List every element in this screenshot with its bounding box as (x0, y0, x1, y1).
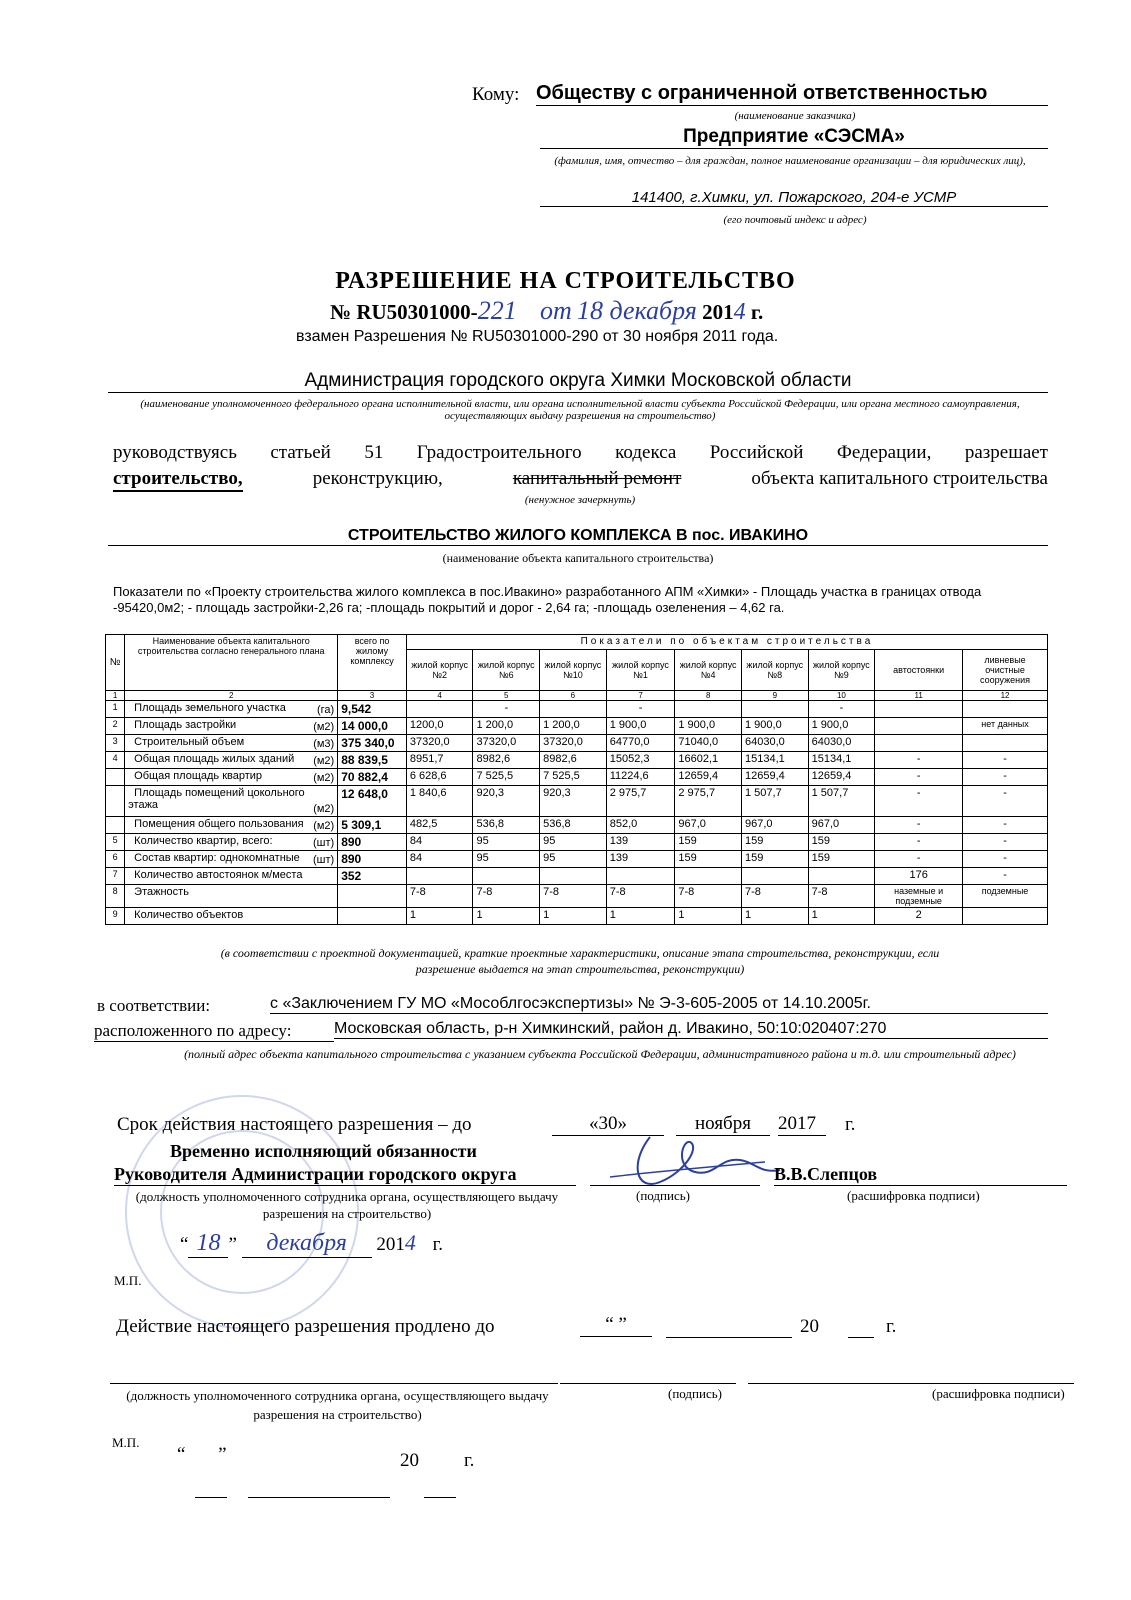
permit-year: 201 (702, 300, 734, 324)
word-reconstruction: реконструкцию, (312, 468, 443, 489)
object-name: СТРОИТЕЛЬСТВО ЖИЛОГО КОМПЛЕКСА В пос. ИВАКИНО (108, 527, 1048, 546)
row-value: 967,0 (741, 817, 808, 834)
extension-label: Действие настоящего разрешения продлено до (116, 1316, 495, 1337)
sign-date-year-hw: 4 (404, 1230, 416, 1255)
row-number: 1 (106, 701, 125, 718)
word-capital-repair: капитальный ремонт (512, 468, 682, 489)
row-value: 139 (606, 834, 675, 851)
column-header: жилой корпус №9 (808, 650, 875, 691)
row-value (675, 868, 742, 885)
table-row (106, 868, 1048, 885)
row-value (963, 735, 1048, 752)
validity-day: «30» (552, 1113, 664, 1136)
row-value: 139 (606, 851, 675, 868)
row-unit: (м2) (313, 820, 335, 832)
row-unit: (м2) (313, 772, 335, 784)
extension-stamp-place-label: М.П. (112, 1435, 140, 1450)
signer-caption-name: (расшифровка подписи) (847, 1188, 980, 1203)
permit-year-g: г. (750, 300, 764, 324)
row-value: 15052,3 (606, 752, 675, 769)
row-name: Этажность (134, 886, 189, 898)
row-value: - (606, 701, 675, 718)
table-header-row (106, 635, 1048, 650)
row-name: Строительный объем (134, 736, 245, 748)
row-value: 1 200,0 (540, 718, 607, 735)
extension-year-20: 20 (800, 1316, 819, 1337)
row-value: 12659,4 (741, 769, 808, 786)
row-name-cell (125, 885, 338, 908)
row-value: 8951,7 (406, 752, 473, 769)
signer-name: В.В.Слепцов (774, 1164, 1067, 1186)
row-total (338, 908, 407, 925)
row-number: 3 (106, 735, 125, 752)
row-value: 15134,1 (808, 752, 875, 769)
row-value: 967,0 (675, 817, 742, 834)
permit-year-handwritten: 4 (733, 299, 746, 325)
row-name-cell (125, 769, 338, 786)
row-value: 159 (675, 851, 742, 868)
row-value: 7 525,5 (540, 769, 607, 786)
row-value: - (875, 786, 963, 817)
authority-name: Администрация городского округа Химки Московской области (108, 370, 1048, 393)
column-number: 10 (808, 691, 875, 701)
header-total: всего по жилому комплексу (338, 635, 407, 691)
column-header: жилой корпус №2 (406, 650, 473, 691)
row-value (406, 868, 473, 885)
row-value: 8982,6 (473, 752, 540, 769)
row-unit: (м2) (313, 755, 335, 767)
strike-caption: (ненужное зачеркнуть) (524, 494, 636, 506)
recipient-address: 141400, г.Химки, ул. Пожарского, 204-е УСМР (540, 189, 1048, 207)
sign-date-q2: ” (228, 1234, 237, 1255)
row-value: 1 900,0 (606, 718, 675, 735)
extension-date-quotes: “ ” (177, 1444, 227, 1465)
stamp-place-label: М.П. (114, 1273, 142, 1288)
row-name: Количество квартир, всего: (134, 835, 273, 847)
row-value: 1 (540, 908, 607, 925)
row-value (675, 701, 742, 718)
row-name: Количество автостоянок м/места (134, 869, 303, 881)
row-total: 70 882,4 (338, 769, 407, 786)
table-row (106, 735, 1048, 752)
extension-date-g: г. (464, 1450, 475, 1471)
recipient-caption-2: (фамилия, имя, отчество – для граждан, полное наименование организации – для юридических лиц), (554, 155, 1026, 167)
row-value: 95 (540, 834, 607, 851)
row-value: 37320,0 (540, 735, 607, 752)
row-value: 1 840,6 (406, 786, 473, 817)
row-value (963, 701, 1048, 718)
row-value: 1 507,7 (808, 786, 875, 817)
column-number: 5 (473, 691, 540, 701)
recipient-caption-1: (наименование заказчика) (734, 110, 856, 122)
row-value (473, 868, 540, 885)
table-row (106, 817, 1048, 834)
row-number (106, 786, 125, 817)
validity-g: г. (845, 1114, 856, 1135)
row-value: 37320,0 (406, 735, 473, 752)
row-value: 7 525,5 (473, 769, 540, 786)
row-unit: (м2) (313, 803, 335, 815)
row-name-cell (125, 786, 338, 817)
row-value: 536,8 (473, 817, 540, 834)
row-value: 176 (875, 868, 963, 885)
row-value: - (963, 851, 1048, 868)
row-value (540, 868, 607, 885)
column-header: жилой корпус №6 (473, 650, 540, 691)
row-value: подземные (963, 885, 1048, 908)
row-value: 852,0 (606, 817, 675, 834)
row-name-cell (125, 851, 338, 868)
row-value: 2 975,7 (606, 786, 675, 817)
row-value: 15134,1 (741, 752, 808, 769)
table-row (106, 908, 1048, 925)
row-value: 920,3 (473, 786, 540, 817)
validity-month: ноября (676, 1113, 770, 1136)
sign-date (180, 1230, 443, 1258)
row-value (875, 718, 963, 735)
word-construction: строительство, (113, 468, 243, 492)
table-row (106, 769, 1048, 786)
row-name-cell (125, 834, 338, 851)
location-caption: (полный адрес объекта капитального строительства с указанием субъекта Российской Федерации, административного района и т.д. или строительный адрес) (184, 1047, 1016, 1061)
column-number: 4 (406, 691, 473, 701)
row-total: 890 (338, 834, 407, 851)
row-value: 1200,0 (406, 718, 473, 735)
row-name-cell (125, 718, 338, 735)
row-value: 159 (808, 851, 875, 868)
row-number: 2 (106, 718, 125, 735)
indicators-table (105, 634, 1048, 925)
column-header: жилой корпус №10 (540, 650, 607, 691)
authority-caption: (наименование уполномоченного федерального органа исполнительной власти, или органа исполнительной власти субъекта Российской Федерации, или органа местного самоуправления, осуществляющих выдачу разрешения на строительство) (140, 398, 1020, 422)
row-number: 4 (106, 752, 125, 769)
row-value: - (963, 786, 1048, 817)
validity-year: 2017 (778, 1113, 826, 1136)
signature-icon (590, 1122, 790, 1202)
row-number: 7 (106, 868, 125, 885)
extension-date-line-3 (424, 1496, 456, 1498)
row-value: 7-8 (540, 885, 607, 908)
column-number: 12 (963, 691, 1048, 701)
row-value: 1 900,0 (741, 718, 808, 735)
row-value (875, 701, 963, 718)
row-value (540, 701, 607, 718)
row-value: 12659,4 (808, 769, 875, 786)
row-value: 2 975,7 (675, 786, 742, 817)
row-value (606, 868, 675, 885)
row-name: Помещения общего пользования (134, 818, 304, 830)
row-value (875, 735, 963, 752)
column-number: 9 (741, 691, 808, 701)
row-value: 8982,6 (540, 752, 607, 769)
column-number: 6 (540, 691, 607, 701)
extension-caption-position: (должность уполномоченного сотрудника органа, осуществляющего выдачу разрешения на строительство) (126, 1388, 549, 1422)
permit-replaces: взамен Разрешения № RU50301000-290 от 30 ноября 2011 года. (296, 328, 779, 345)
row-value: 1 (741, 908, 808, 925)
row-value: 95 (473, 851, 540, 868)
row-value: - (875, 769, 963, 786)
table-caption: (в соответствии с проектной документацией, краткие проектные характеристики, описание этапа строительства, реконструкции, если разрешение выдается на этап строительства, реконструкции) (220, 946, 940, 976)
row-value: 1 (675, 908, 742, 925)
row-value: 7-8 (741, 885, 808, 908)
sign-date-year: 201 (376, 1234, 405, 1255)
row-value: 159 (741, 834, 808, 851)
row-number (106, 817, 125, 834)
column-header: автостоянки (875, 650, 963, 691)
row-value: 64030,0 (808, 735, 875, 752)
row-value: 71040,0 (675, 735, 742, 752)
object-caption: (наименование объекта капитального строительства) (442, 551, 714, 565)
row-value: наземные и подземные (875, 885, 963, 908)
row-value: - (963, 769, 1048, 786)
row-total: 14 000,0 (338, 718, 407, 735)
row-value: 482,5 (406, 817, 473, 834)
permit-number-handwritten: 221 (477, 296, 517, 325)
row-total (338, 885, 407, 908)
row-total: 352 (338, 868, 407, 885)
column-header: жилой корпус №4 (675, 650, 742, 691)
row-value: 2 (875, 908, 963, 925)
extension-day: “ ” (580, 1314, 652, 1337)
row-name: Площадь земельного участка (134, 702, 286, 714)
row-value: 920,3 (540, 786, 607, 817)
row-value: - (963, 817, 1048, 834)
row-value: 95 (540, 851, 607, 868)
signer-caption-position: (должность уполномоченного сотрудника органа, осуществляющего выдачу разрешения на строительство) (135, 1189, 559, 1221)
permit-number-prefix: № RU50301000- (330, 300, 478, 324)
row-value (963, 908, 1048, 925)
signer-caption-signature: (подпись) (636, 1188, 690, 1203)
column-number: 11 (875, 691, 963, 701)
row-value: - (963, 752, 1048, 769)
extension-g: г. (886, 1316, 897, 1337)
sign-date-day: 18 (188, 1230, 228, 1258)
row-name-cell (125, 817, 338, 834)
row-value: 12659,4 (675, 769, 742, 786)
row-value: 1 507,7 (741, 786, 808, 817)
signer-position-2: Руководителя Администрации городского округа (114, 1164, 576, 1186)
column-header: ливневые очистные сооружения (963, 650, 1048, 691)
row-value: 1 900,0 (675, 718, 742, 735)
extension-date-line-1 (195, 1496, 227, 1498)
location-label: расположенного по адресу: (94, 1021, 334, 1042)
row-value: 37320,0 (473, 735, 540, 752)
row-unit: (м2) (313, 721, 335, 733)
row-value: - (875, 834, 963, 851)
extension-name-line (748, 1382, 1074, 1384)
row-value: 84 (406, 851, 473, 868)
row-value (808, 868, 875, 885)
row-value: 1 200,0 (473, 718, 540, 735)
row-name: Площадь застройки (134, 719, 237, 731)
extension-caption-name: (расшифровка подписи) (932, 1386, 1065, 1401)
row-total: 890 (338, 851, 407, 868)
row-unit: (га) (316, 704, 335, 716)
body-text-2 (113, 468, 1048, 492)
row-value: - (875, 817, 963, 834)
row-value: - (963, 868, 1048, 885)
row-number: 9 (106, 908, 125, 925)
permit-date-from: от (539, 296, 572, 325)
row-name: Общая площадь квартир (134, 770, 263, 782)
row-value: 6 628,6 (406, 769, 473, 786)
row-value: 16602,1 (675, 752, 742, 769)
row-value: 159 (741, 851, 808, 868)
row-value: 7-8 (675, 885, 742, 908)
row-unit: (м3) (313, 738, 335, 750)
table-row (106, 834, 1048, 851)
row-value: 159 (675, 834, 742, 851)
column-number: 1 (106, 691, 125, 701)
row-number: 6 (106, 851, 125, 868)
table-row (106, 718, 1048, 735)
row-value: - (875, 752, 963, 769)
column-header: жилой корпус №8 (741, 650, 808, 691)
row-total: 375 340,0 (338, 735, 407, 752)
row-name: Количество объектов (134, 909, 244, 921)
row-total: 88 839,5 (338, 752, 407, 769)
column-number: 2 (125, 691, 338, 701)
row-value: - (473, 701, 540, 718)
accordance-value: с «Заключением ГУ МО «Мособлгосэкспертизы» № Э-3-605-2005 от 14.10.2005г. (270, 995, 1048, 1014)
extension-month-line (666, 1336, 792, 1338)
row-value: 7-8 (808, 885, 875, 908)
row-value (406, 701, 473, 718)
row-value: 967,0 (808, 817, 875, 834)
table-column-number-row (106, 691, 1048, 701)
row-value (741, 701, 808, 718)
validity-label: Срок действия настоящего разрешения – до (117, 1114, 472, 1135)
row-value: 95 (473, 834, 540, 851)
extension-signature-line (560, 1382, 736, 1384)
header-name: Наименование объекта капитального строительства согласно генерального плана (125, 635, 338, 691)
row-value: 64770,0 (606, 735, 675, 752)
column-header: жилой корпус №1 (606, 650, 675, 691)
row-unit: (шт) (313, 854, 335, 866)
row-value: 84 (406, 834, 473, 851)
row-number: 5 (106, 834, 125, 851)
table-row (106, 752, 1048, 769)
row-value: - (808, 701, 875, 718)
accordance-label: в соответствии: (97, 996, 211, 1015)
row-unit: (шт) (313, 837, 335, 849)
column-number: 3 (338, 691, 407, 701)
row-value: 7-8 (606, 885, 675, 908)
header-group: Показатели по объектам строительства (406, 635, 1047, 650)
row-value: - (963, 834, 1048, 851)
recipient-line1: Обществу с ограниченной ответственностью (536, 82, 1048, 106)
row-name-cell (125, 752, 338, 769)
row-value: 1 (606, 908, 675, 925)
row-value: 159 (808, 834, 875, 851)
row-value: 536,8 (540, 817, 607, 834)
extension-date-20: 20 (400, 1450, 419, 1471)
row-number: 8 (106, 885, 125, 908)
row-value: 1 900,0 (808, 718, 875, 735)
sign-date-g: г. (432, 1234, 444, 1255)
signer-position-1: Временно исполняющий обязанности (170, 1141, 477, 1161)
row-value: 11224,6 (606, 769, 675, 786)
indicators-text: Показатели по «Проекту строительства жилого комплекса в пос.Ивакино» разработанного АПМ «Химки» - Площадь участка в границах отвода -95420,0м2; - площадь застройки-2,26 га; -площадь покрытий и дорог - 2,64 га; -площадь озеленения – 4,62 га. (113, 584, 982, 615)
row-total: 12 648,0 (338, 786, 407, 817)
row-number (106, 769, 125, 786)
sign-date-q1: “ (180, 1234, 189, 1255)
row-value: - (875, 851, 963, 868)
body-text-object: объекта капитального строительства (751, 468, 1048, 489)
row-value: 64030,0 (741, 735, 808, 752)
row-name-cell (125, 908, 338, 925)
row-value: нет данных (963, 718, 1048, 735)
header-no: № (106, 635, 125, 691)
row-value: 1 (808, 908, 875, 925)
document-title: РАЗРЕШЕНИЕ НА СТРОИТЕЛЬСТВО (335, 268, 796, 294)
table-row (106, 885, 1048, 908)
extension-year-line (848, 1336, 874, 1338)
row-name: Общая площадь жилых зданий (134, 753, 295, 765)
row-value: 7-8 (473, 885, 540, 908)
row-value: 1 (473, 908, 540, 925)
table-row (106, 786, 1048, 817)
permit-date-handwritten: 18 декабря (576, 296, 697, 325)
row-value: 7-8 (406, 885, 473, 908)
permit-number (330, 296, 850, 326)
row-value: 1 (406, 908, 473, 925)
recipient-label: Кому: (472, 84, 520, 105)
row-name-cell (125, 868, 338, 885)
recipient-caption-3: (его почтовый индекс и адрес) (723, 214, 867, 226)
table-row (106, 851, 1048, 868)
table-row (106, 701, 1048, 718)
location-value: Московская область, р-н Химкинский, район д. Ивакино, 50:10:020407:270 (334, 1020, 1048, 1039)
column-number: 8 (675, 691, 742, 701)
extension-date-line-2 (248, 1496, 390, 1498)
extension-position-line (110, 1382, 558, 1384)
row-total: 9,542 (338, 701, 407, 718)
row-name: Площадь помещений цокольного этажа (128, 787, 305, 811)
row-total: 5 309,1 (338, 817, 407, 834)
body-text-1: руководствуясь статьей 51 Градостроительного кодекса Российской Федерации, разрешает (113, 442, 1048, 463)
row-value (741, 868, 808, 885)
row-name-cell (125, 701, 338, 718)
recipient-line2: Предприятие «СЭСМА» (540, 126, 1048, 149)
sign-date-month: декабря (242, 1230, 372, 1258)
row-name-cell (125, 735, 338, 752)
column-number: 7 (606, 691, 675, 701)
extension-caption-signature: (подпись) (668, 1386, 722, 1401)
row-name: Состав квартир: однокомнатные (134, 852, 300, 864)
